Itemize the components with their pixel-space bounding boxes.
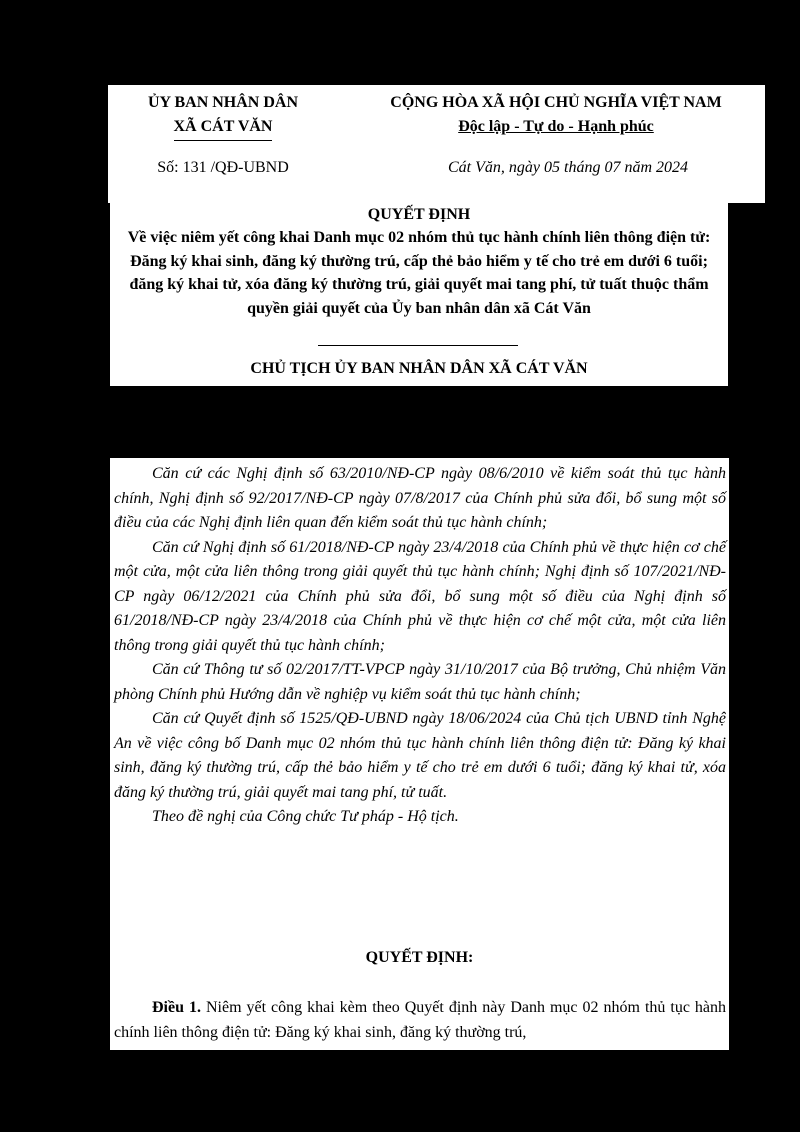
- issuing-agency: [108, 91, 338, 141]
- legal-basis-paragraph: Căn cứ Quyết định số 1525/QĐ-UBND ngày 18/06/2024 của Chủ tịch UBND tỉnh Nghệ An về việc công bố Danh mục 02 nhóm thủ tục hành chính liên thông điện tử: Đăng ký khai sinh, đăng ký thường trú, cấp thẻ bảo hiểm y tế cho trẻ em dưới 6 tuổi; đăng ký khai tử, xóa đăng ký thường trú, giải quyết mai tang phí, tử tuất.: [114, 710, 726, 801]
- article-1-label: Điều 1.: [152, 999, 201, 1016]
- proposal-paragraph: Theo đề nghị của Công chức Tư pháp - Hộ tịch.: [152, 808, 459, 825]
- document-number: Số: 131 /QĐ-UBND: [157, 159, 289, 176]
- nation-name: CỘNG HÒA XÃ HỘI CHỦ NGHĨA VIỆT NAM: [390, 94, 722, 111]
- legal-basis-paragraph: Căn cứ Thông tư số 02/2017/TT-VPCP ngày 31/10/2017 của Bộ trưởng, Chủ nhiệm Văn phòng Chính phủ Hướng dẫn về nghiệp vụ kiểm soát thủ tục hành chính;: [114, 661, 726, 703]
- title-divider: [318, 345, 518, 346]
- national-motto: Độc lập - Tự do - Hạnh phúc: [458, 118, 654, 135]
- legal-basis-paragraph: Căn cứ Nghị định số 61/2018/NĐ-CP ngày 23/4/2018 của Chính phủ về thực hiện cơ chế một cửa, một cửa liên thông trong giải quyết thủ tục hành chính; Nghị định số 107/2021/NĐ-CP ngày 06/12/2021 của Chính phủ sửa đổi, bổ sung một số điều của Nghị định số 61/2018/NĐ-CP ngày 23/4/2018 của Chính phủ về thực hiện cơ chế một cửa, một cửa liên thông trong giải quyết thủ tục hành chính;: [114, 538, 726, 654]
- decision-heading: QUYẾT ĐỊNH:: [365, 949, 474, 966]
- agency-name-line1: ỦY BAN NHÂN DÂN: [147, 94, 299, 111]
- article-1-text: Niêm yết công khai kèm theo Quyết định này Danh mục 02 nhóm thủ tục hành chính liên thông điện tử: Đăng ký khai sinh, đăng ký thường trú,: [114, 999, 727, 1041]
- place-and-date: Cát Văn, ngày 05 tháng 07 năm 2024: [448, 159, 688, 176]
- agency-name-line2: XÃ CÁT VĂN: [174, 115, 273, 141]
- document-subject: Về việc niêm yết công khai Danh mục 02 nhóm thủ tục hành chính liên thông điện tử: Đăng ký khai sinh, đăng ký thường trú, cấp thẻ bảo hiểm y tế cho trẻ em dưới 6 tuổi; đăng ký khai tử, xóa đăng ký thường trú, giải quyết mai tang phí, tử tuất thuộc thẩm quyền giải quyết của Ủy ban nhân dân xã Cát Văn: [127, 229, 711, 317]
- issuing-authority: CHỦ TỊCH ỦY BAN NHÂN DÂN XÃ CÁT VĂN: [250, 360, 588, 377]
- national-title: [356, 91, 756, 139]
- article-1: [114, 995, 726, 1045]
- document-header: [108, 85, 765, 203]
- document-type-title: QUYẾT ĐỊNH: [367, 206, 471, 223]
- legal-basis-paragraph: Căn cứ các Nghị định số 63/2010/NĐ-CP ngày 08/6/2010 về kiểm soát thủ tục hành chính, Nghị định số 92/2017/NĐ-CP ngày 07/8/2017 của Chính phủ sửa đổi, bổ sung một số điều của các Nghị định liên quan đến kiểm soát thủ tục hành chính;: [114, 465, 726, 531]
- document-title-block: [110, 203, 728, 386]
- legal-bases: [114, 462, 726, 830]
- document-body: [110, 458, 729, 1050]
